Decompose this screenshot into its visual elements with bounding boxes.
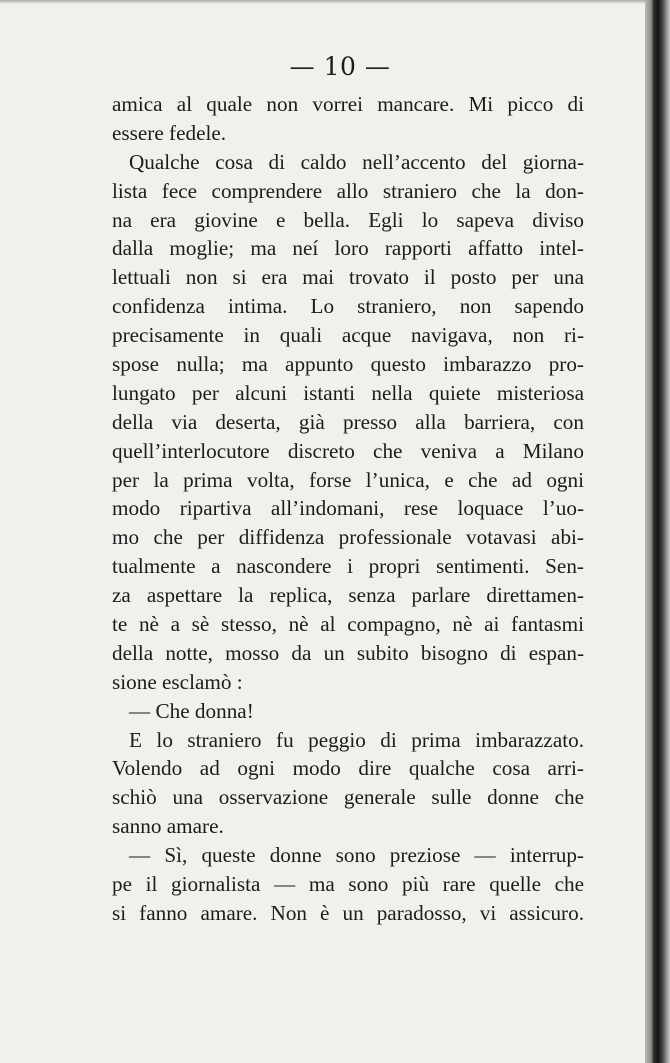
text-line: dalla moglie; ma neí loro rapporti affatto intel- xyxy=(112,236,584,261)
text-line: spose nulla; ma appunto questo imbarazzo pro- xyxy=(112,352,584,377)
text-line: Volendo ad ogni modo dire qualche cosa arri- xyxy=(112,756,584,781)
text-line: precisamente in quali acque navigava, non ri- xyxy=(112,323,584,348)
text-line: pe il giornalista — ma sono più rare quelle che xyxy=(112,872,584,897)
page-top-shadow xyxy=(0,0,645,4)
text-line: quell’interlocutore discreto che veniva a Milano xyxy=(112,438,584,463)
text-line: confidenza intima. Lo straniero, non sapendo xyxy=(112,294,584,319)
text-line: na era giovine e bella. Egli lo sapeva diviso xyxy=(112,207,584,232)
text-line: za aspettare la replica, senza parlare direttamen- xyxy=(112,583,584,608)
text-line: te nè a sè stesso, nè al compagno, nè ai fantasmi xyxy=(112,612,584,637)
text-line: per la prima volta, forse l’unica, e che ad ogni xyxy=(112,467,584,492)
text-line: — Che donna! xyxy=(129,698,254,723)
book-spine-edge xyxy=(645,0,670,1063)
text-line: essere fedele. xyxy=(112,120,227,145)
text-line: sione esclamò : xyxy=(112,669,243,694)
text-line: della notte, mosso da un subito bisogno di espan- xyxy=(112,640,584,665)
text-line: si fanno amare. Non è un paradosso, vi assicuro. xyxy=(112,900,584,925)
text-line: Qualche cosa di caldo nell’accento del giorna- xyxy=(129,149,584,174)
text-line: lungato per alcuni istanti nella quiete misteriosa xyxy=(112,380,584,405)
text-line: sanno amare. xyxy=(112,814,224,839)
text-line: tualmente a nascondere i propri sentimenti. Sen- xyxy=(112,554,584,579)
text-line: E lo straniero fu peggio di prima imbarazzato. xyxy=(129,727,584,752)
text-line: della via deserta, già presso alla barriera, con xyxy=(112,409,584,434)
body-text xyxy=(112,90,584,928)
page-number: — 10 — xyxy=(289,52,391,81)
text-line: modo ripartiva all’indomani, rese loquace l’uo- xyxy=(112,496,584,521)
text-line: amica al quale non vorrei mancare. Mi picco di xyxy=(112,92,584,116)
text-line: — Sì, queste donne sono preziose — interrup- xyxy=(129,843,584,868)
text-line: lettuali non si era mai trovato il posto per una xyxy=(112,265,584,290)
text-line: lista fece comprendere allo straniero che la don- xyxy=(112,178,584,203)
text-line: mo che per diffidenza professionale votavasi abi- xyxy=(112,525,584,550)
text-line: schiò una osservazione generale sulle donne che xyxy=(112,785,584,810)
